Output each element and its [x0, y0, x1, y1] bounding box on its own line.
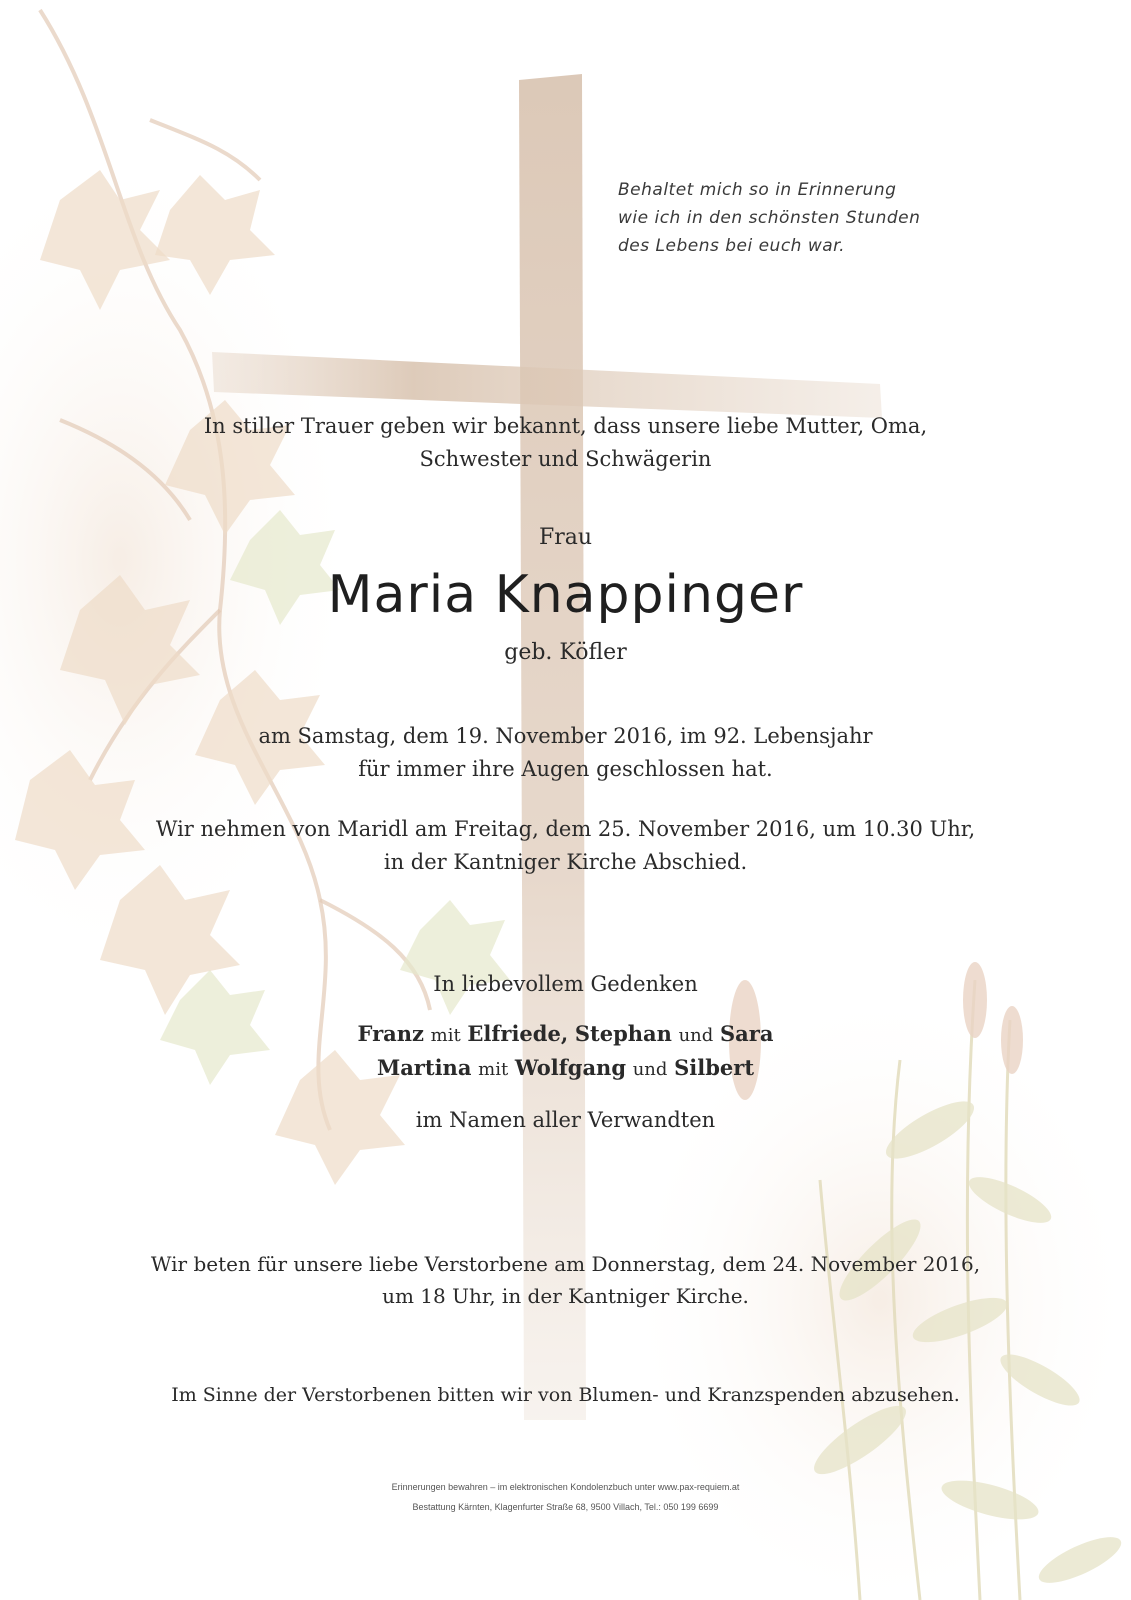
family-name: Silbert	[674, 1055, 755, 1080]
farewell-line-1: Wir nehmen von Maridl am Freitag, dem 25. November 2016, um 10.30 Uhr,	[155, 817, 976, 841]
family-name: Stephan	[574, 1021, 672, 1046]
family-name: Martina	[376, 1055, 472, 1080]
footer	[0, 1477, 1131, 1517]
family-row-2	[0, 1052, 1131, 1086]
quote-line: Behaltet mich so in Erinnerung	[618, 180, 897, 200]
intro-line-1: In stiller Trauer geben wir bekannt, dass unsere liebe Mutter, Oma,	[203, 414, 928, 438]
death-line-1: am Samstag, dem 19. November 2016, im 92. Lebensjahr	[258, 724, 873, 748]
maiden-name: geb. Köfler	[504, 640, 627, 665]
salutation: Frau	[538, 525, 593, 550]
farewell-notice	[0, 813, 1131, 879]
footer-line-1: Erinnerungen bewahren – im elektronischen Kondolenzbuch unter www.pax-requiem.at	[391, 1482, 740, 1492]
prayer-line-1: Wir beten für unsere liebe Verstorbene am Donnerstag, dem 24. November 2016,	[150, 1252, 981, 1276]
family-row-1	[0, 1018, 1131, 1052]
prayer-line-2: um 18 Uhr, in der Kantniger Kirche.	[382, 1284, 749, 1308]
family-name: Elfriede,	[467, 1021, 569, 1046]
death-notice	[0, 720, 1131, 786]
prayer-notice	[0, 1248, 1131, 1312]
quote-line: des Lebens bei euch war.	[618, 236, 846, 256]
family-name: Sara	[720, 1021, 774, 1046]
conjunction: und	[632, 1059, 668, 1080]
intro-text	[0, 410, 1131, 476]
family-name: Wolfgang	[514, 1055, 627, 1080]
conjunction: und	[678, 1025, 714, 1046]
conjunction: mit	[478, 1059, 509, 1080]
flowers-note: Im Sinne der Verstorbenen bitten wir von Blumen- und Kranzspenden abzusehen.	[171, 1384, 960, 1406]
intro-line-2: Schwester und Schwägerin	[419, 447, 712, 471]
quote-line: wie ich in den schönsten Stunden	[618, 208, 921, 228]
death-line-2: für immer ihre Augen geschlossen hat.	[358, 757, 773, 781]
conjunction: mit	[430, 1025, 461, 1046]
footer-line-2: Bestattung Kärnten, Klagenfurter Straße 68, 9500 Villach, Tel.: 050 199 6699	[412, 1502, 719, 1512]
memory-heading: In liebevollem Gedenken	[433, 972, 698, 996]
memorial-quote	[618, 176, 938, 260]
family-list	[0, 1018, 1131, 1086]
deceased-name: Maria Knappinger	[327, 565, 804, 625]
family-name: Franz	[357, 1021, 424, 1046]
relatives-note: im Namen aller Verwandten	[415, 1108, 716, 1132]
farewell-line-2: in der Kantniger Kirche Abschied.	[383, 850, 748, 874]
